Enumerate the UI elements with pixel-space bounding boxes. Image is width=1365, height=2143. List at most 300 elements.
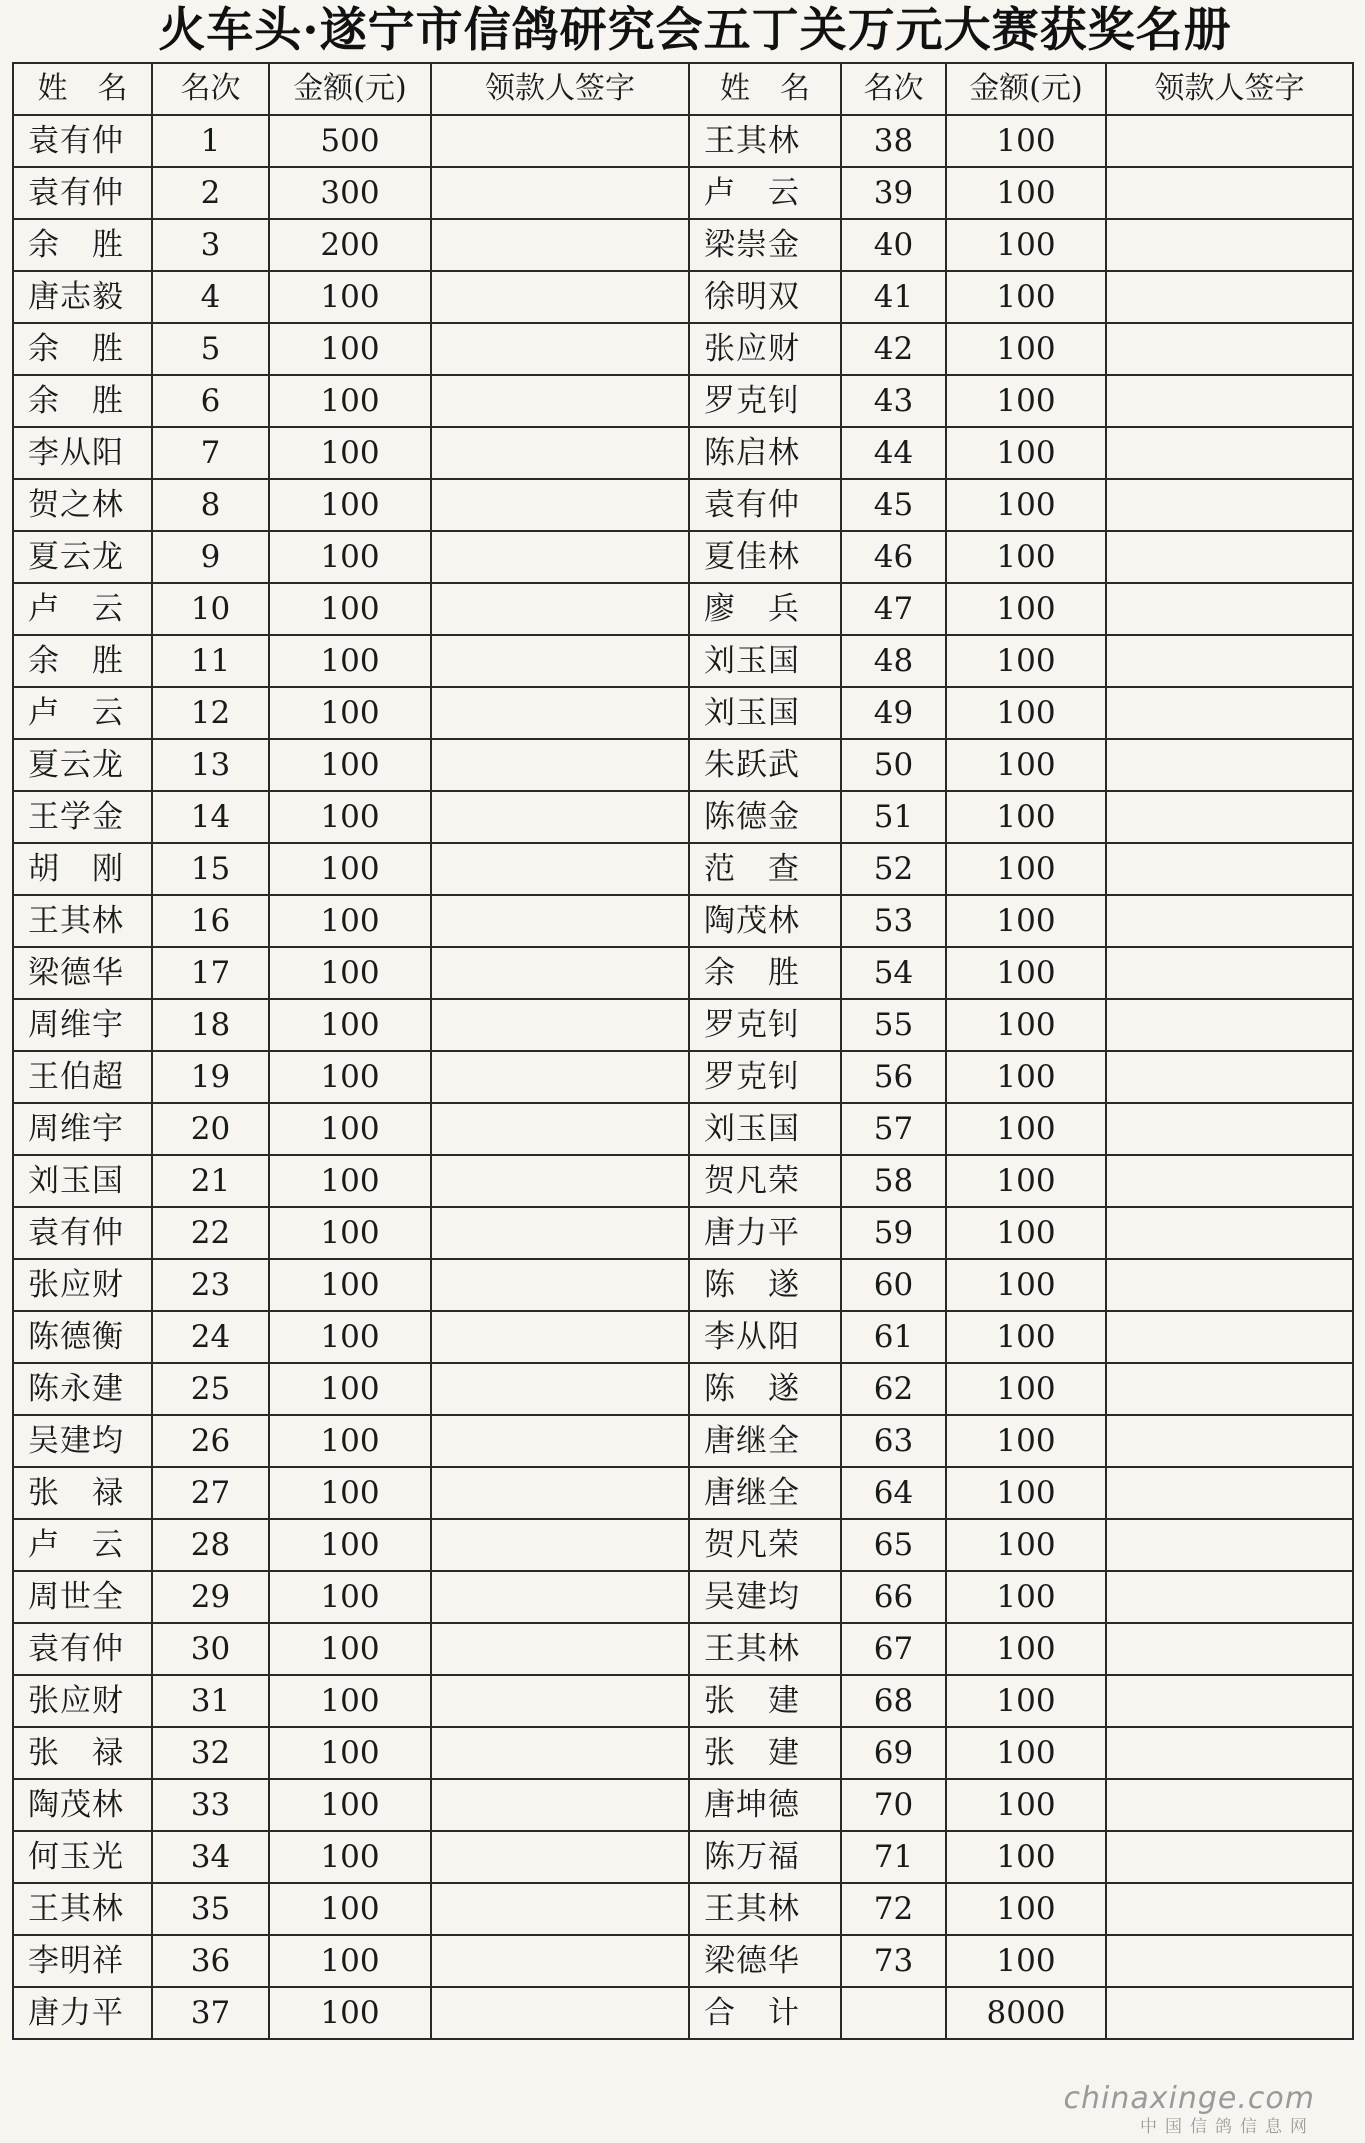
left-name-cell: 陈德衡 <box>13 1311 152 1363</box>
right-name-cell: 王其林 <box>689 1883 841 1935</box>
right-name-cell: 唐继全 <box>689 1467 841 1519</box>
left-rank-cell: 30 <box>152 1623 269 1675</box>
right-amount-cell: 100 <box>946 1831 1106 1883</box>
right-signature-cell <box>1106 1519 1353 1571</box>
right-signature-cell <box>1106 1311 1353 1363</box>
right-name-cell: 廖 兵 <box>689 583 841 635</box>
left-name-cell: 唐志毅 <box>13 271 152 323</box>
left-signature-cell <box>431 1415 689 1467</box>
right-amount-cell: 100 <box>946 323 1106 375</box>
left-signature-cell <box>431 323 689 375</box>
right-signature-cell <box>1106 531 1353 583</box>
left-rank-cell: 8 <box>152 479 269 531</box>
left-rank-cell: 24 <box>152 1311 269 1363</box>
left-amount-cell: 100 <box>269 687 431 739</box>
left-amount-cell: 100 <box>269 323 431 375</box>
left-amount-cell: 100 <box>269 1155 431 1207</box>
right-name-cell: 贺凡荣 <box>689 1519 841 1571</box>
left-signature-cell <box>431 531 689 583</box>
left-signature-cell <box>431 1935 689 1987</box>
header-amount: 金额(元) <box>269 63 431 115</box>
right-signature-cell <box>1106 583 1353 635</box>
right-name-cell: 张 建 <box>689 1675 841 1727</box>
left-amount-cell: 100 <box>269 531 431 583</box>
left-name-cell: 王其林 <box>13 895 152 947</box>
left-rank-cell: 6 <box>152 375 269 427</box>
right-signature-cell <box>1106 1831 1353 1883</box>
table-row <box>13 1259 1353 1311</box>
left-amount-cell: 100 <box>269 375 431 427</box>
right-amount-cell: 8000 <box>946 1987 1106 2039</box>
right-name-cell: 唐坤德 <box>689 1779 841 1831</box>
table-row <box>13 1727 1353 1779</box>
header-name: 姓 名 <box>13 63 152 115</box>
table-row <box>13 1155 1353 1207</box>
table-row <box>13 1883 1353 1935</box>
right-signature-cell <box>1106 1623 1353 1675</box>
left-name-cell: 李明祥 <box>13 1935 152 1987</box>
table-row <box>13 687 1353 739</box>
left-rank-cell: 9 <box>152 531 269 583</box>
left-rank-cell: 33 <box>152 1779 269 1831</box>
right-name-cell: 李从阳 <box>689 1311 841 1363</box>
left-name-cell: 余 胜 <box>13 219 152 271</box>
left-name-cell: 夏云龙 <box>13 739 152 791</box>
left-name-cell: 卢 云 <box>13 1519 152 1571</box>
left-name-cell: 贺之林 <box>13 479 152 531</box>
left-name-cell: 袁有仲 <box>13 1623 152 1675</box>
table-row <box>13 1675 1353 1727</box>
left-rank-cell: 31 <box>152 1675 269 1727</box>
right-signature-cell <box>1106 219 1353 271</box>
left-signature-cell <box>431 167 689 219</box>
left-rank-cell: 28 <box>152 1519 269 1571</box>
right-amount-cell: 100 <box>946 1623 1106 1675</box>
table-row <box>13 947 1353 999</box>
right-amount-cell: 100 <box>946 947 1106 999</box>
left-rank-cell: 12 <box>152 687 269 739</box>
right-rank-cell: 64 <box>841 1467 946 1519</box>
right-name-cell: 卢 云 <box>689 167 841 219</box>
right-amount-cell: 100 <box>946 843 1106 895</box>
right-name-cell: 夏佳林 <box>689 531 841 583</box>
right-signature-cell <box>1106 1155 1353 1207</box>
left-rank-cell: 37 <box>152 1987 269 2039</box>
left-amount-cell: 100 <box>269 1311 431 1363</box>
left-amount-cell: 100 <box>269 947 431 999</box>
left-signature-cell <box>431 1779 689 1831</box>
left-rank-cell: 35 <box>152 1883 269 1935</box>
right-name-cell: 贺凡荣 <box>689 1155 841 1207</box>
right-rank-cell: 54 <box>841 947 946 999</box>
left-rank-cell: 27 <box>152 1467 269 1519</box>
right-amount-cell: 100 <box>946 1259 1106 1311</box>
right-name-cell: 罗克钊 <box>689 999 841 1051</box>
right-amount-cell: 100 <box>946 531 1106 583</box>
table-row <box>13 1415 1353 1467</box>
left-name-cell: 张应财 <box>13 1675 152 1727</box>
left-amount-cell: 100 <box>269 843 431 895</box>
right-amount-cell: 100 <box>946 1103 1106 1155</box>
right-rank-cell: 65 <box>841 1519 946 1571</box>
right-amount-cell: 100 <box>946 1727 1106 1779</box>
left-signature-cell <box>431 1103 689 1155</box>
left-rank-cell: 19 <box>152 1051 269 1103</box>
right-amount-cell: 100 <box>946 115 1106 167</box>
left-name-cell: 周维宇 <box>13 1103 152 1155</box>
left-amount-cell: 100 <box>269 1415 431 1467</box>
left-amount-cell: 100 <box>269 1675 431 1727</box>
document-title: 火车头·遂宁市信鸽研究会五丁关万元大赛获奖名册 <box>158 3 1232 58</box>
left-amount-cell: 100 <box>269 635 431 687</box>
table-row <box>13 271 1353 323</box>
left-rank-cell: 34 <box>152 1831 269 1883</box>
table-row <box>13 375 1353 427</box>
table-row <box>13 219 1353 271</box>
right-signature-cell <box>1106 1051 1353 1103</box>
left-amount-cell: 100 <box>269 1051 431 1103</box>
right-name-cell: 刘玉国 <box>689 1103 841 1155</box>
right-rank-cell: 58 <box>841 1155 946 1207</box>
right-signature-cell <box>1106 791 1353 843</box>
left-rank-cell: 13 <box>152 739 269 791</box>
right-amount-cell: 100 <box>946 1311 1106 1363</box>
table-row <box>13 895 1353 947</box>
left-rank-cell: 14 <box>152 791 269 843</box>
right-amount-cell: 100 <box>946 1571 1106 1623</box>
left-name-cell: 何玉光 <box>13 1831 152 1883</box>
right-name-cell: 梁崇金 <box>689 219 841 271</box>
right-signature-cell <box>1106 1363 1353 1415</box>
left-amount-cell: 500 <box>269 115 431 167</box>
left-name-cell: 袁有仲 <box>13 1207 152 1259</box>
left-amount-cell: 100 <box>269 1727 431 1779</box>
left-rank-cell: 17 <box>152 947 269 999</box>
left-name-cell: 卢 云 <box>13 583 152 635</box>
right-amount-cell: 100 <box>946 375 1106 427</box>
left-name-cell: 陈永建 <box>13 1363 152 1415</box>
right-rank-cell: 41 <box>841 271 946 323</box>
left-rank-cell: 22 <box>152 1207 269 1259</box>
table-row <box>13 1987 1353 2039</box>
watermark-url: chinaxinge.com <box>1063 2081 1315 2116</box>
right-amount-cell: 100 <box>946 167 1106 219</box>
left-signature-cell <box>431 1519 689 1571</box>
table-row <box>13 635 1353 687</box>
right-amount-cell: 100 <box>946 1467 1106 1519</box>
left-name-cell: 卢 云 <box>13 687 152 739</box>
left-signature-cell <box>431 479 689 531</box>
left-amount-cell: 100 <box>269 999 431 1051</box>
header-signature: 领款人签字 <box>431 63 689 115</box>
right-rank-cell: 40 <box>841 219 946 271</box>
right-signature-cell <box>1106 1675 1353 1727</box>
left-signature-cell <box>431 1831 689 1883</box>
right-name-cell: 刘玉国 <box>689 635 841 687</box>
right-rank-cell: 53 <box>841 895 946 947</box>
left-signature-cell <box>431 1259 689 1311</box>
left-amount-cell: 100 <box>269 739 431 791</box>
right-rank-cell: 57 <box>841 1103 946 1155</box>
left-rank-cell: 15 <box>152 843 269 895</box>
right-amount-cell: 100 <box>946 1779 1106 1831</box>
left-signature-cell <box>431 1363 689 1415</box>
left-rank-cell: 29 <box>152 1571 269 1623</box>
left-amount-cell: 100 <box>269 1259 431 1311</box>
left-signature-cell <box>431 791 689 843</box>
left-rank-cell: 7 <box>152 427 269 479</box>
right-rank-cell: 38 <box>841 115 946 167</box>
right-amount-cell: 100 <box>946 271 1106 323</box>
table-row <box>13 1467 1353 1519</box>
right-name-cell: 陈德金 <box>689 791 841 843</box>
right-name-cell: 袁有仲 <box>689 479 841 531</box>
table-row <box>13 115 1353 167</box>
table-row <box>13 1623 1353 1675</box>
left-name-cell: 袁有仲 <box>13 115 152 167</box>
table-row <box>13 427 1353 479</box>
right-rank-cell: 62 <box>841 1363 946 1415</box>
right-signature-cell <box>1106 1467 1353 1519</box>
left-amount-cell: 100 <box>269 1519 431 1571</box>
right-name-cell: 罗克钊 <box>689 1051 841 1103</box>
right-rank-cell: 73 <box>841 1935 946 1987</box>
right-signature-cell <box>1106 115 1353 167</box>
left-signature-cell <box>431 895 689 947</box>
right-rank-cell: 59 <box>841 1207 946 1259</box>
right-signature-cell <box>1106 635 1353 687</box>
right-amount-cell: 100 <box>946 1207 1106 1259</box>
right-amount-cell: 100 <box>946 1675 1106 1727</box>
right-rank-cell: 68 <box>841 1675 946 1727</box>
right-amount-cell: 100 <box>946 791 1106 843</box>
right-signature-cell <box>1106 167 1353 219</box>
left-signature-cell <box>431 1051 689 1103</box>
left-name-cell: 刘玉国 <box>13 1155 152 1207</box>
right-signature-cell <box>1106 895 1353 947</box>
table-row <box>13 1571 1353 1623</box>
left-signature-cell <box>431 115 689 167</box>
right-rank-cell: 44 <box>841 427 946 479</box>
header-rank: 名次 <box>841 63 946 115</box>
table-row <box>13 1311 1353 1363</box>
right-rank-cell: 43 <box>841 375 946 427</box>
left-rank-cell: 32 <box>152 1727 269 1779</box>
left-rank-cell: 4 <box>152 271 269 323</box>
table-row <box>13 531 1353 583</box>
right-name-cell: 陈万福 <box>689 1831 841 1883</box>
left-signature-cell <box>431 1311 689 1363</box>
right-rank-cell: 48 <box>841 635 946 687</box>
left-name-cell: 周维宇 <box>13 999 152 1051</box>
left-name-cell: 唐力平 <box>13 1987 152 2039</box>
right-signature-cell <box>1106 1259 1353 1311</box>
right-name-cell: 陶茂林 <box>689 895 841 947</box>
left-signature-cell <box>431 947 689 999</box>
left-amount-cell: 300 <box>269 167 431 219</box>
right-name-cell: 唐继全 <box>689 1415 841 1467</box>
table-row <box>13 843 1353 895</box>
table-row <box>13 1363 1353 1415</box>
table-row <box>13 1935 1353 1987</box>
left-name-cell: 张 禄 <box>13 1467 152 1519</box>
right-signature-cell <box>1106 479 1353 531</box>
right-amount-cell: 100 <box>946 999 1106 1051</box>
left-signature-cell <box>431 1883 689 1935</box>
right-signature-cell <box>1106 1935 1353 1987</box>
left-amount-cell: 100 <box>269 1883 431 1935</box>
left-amount-cell: 100 <box>269 791 431 843</box>
left-name-cell: 梁德华 <box>13 947 152 999</box>
right-signature-cell <box>1106 1987 1353 2039</box>
right-rank-cell: 60 <box>841 1259 946 1311</box>
left-rank-cell: 36 <box>152 1935 269 1987</box>
header-signature: 领款人签字 <box>1106 63 1353 115</box>
left-amount-cell: 100 <box>269 271 431 323</box>
left-name-cell: 吴建均 <box>13 1415 152 1467</box>
left-name-cell: 王学金 <box>13 791 152 843</box>
left-rank-cell: 26 <box>152 1415 269 1467</box>
prize-roster-table <box>12 62 1354 2040</box>
right-amount-cell: 100 <box>946 1415 1106 1467</box>
right-amount-cell: 100 <box>946 219 1106 271</box>
right-signature-cell <box>1106 1207 1353 1259</box>
left-amount-cell: 100 <box>269 1623 431 1675</box>
right-name-cell: 罗克钊 <box>689 375 841 427</box>
right-rank-cell: 55 <box>841 999 946 1051</box>
table-row <box>13 1519 1353 1571</box>
right-amount-cell: 100 <box>946 895 1106 947</box>
right-rank-cell: 46 <box>841 531 946 583</box>
left-name-cell: 余 胜 <box>13 635 152 687</box>
right-rank-cell: 51 <box>841 791 946 843</box>
table-row <box>13 1103 1353 1155</box>
left-rank-cell: 3 <box>152 219 269 271</box>
right-signature-cell <box>1106 1883 1353 1935</box>
left-signature-cell <box>431 583 689 635</box>
table-row <box>13 1831 1353 1883</box>
right-signature-cell <box>1106 739 1353 791</box>
left-signature-cell <box>431 687 689 739</box>
right-signature-cell <box>1106 1103 1353 1155</box>
right-signature-cell <box>1106 843 1353 895</box>
roster-body <box>13 115 1353 2039</box>
left-rank-cell: 16 <box>152 895 269 947</box>
right-rank-cell: 56 <box>841 1051 946 1103</box>
right-name-cell: 陈启林 <box>689 427 841 479</box>
table-row <box>13 791 1353 843</box>
left-rank-cell: 23 <box>152 1259 269 1311</box>
right-name-cell: 梁德华 <box>689 1935 841 1987</box>
left-name-cell: 陶茂林 <box>13 1779 152 1831</box>
right-amount-cell: 100 <box>946 1935 1106 1987</box>
table-row <box>13 1779 1353 1831</box>
right-signature-cell <box>1106 375 1353 427</box>
left-signature-cell <box>431 427 689 479</box>
left-amount-cell: 100 <box>269 479 431 531</box>
right-name-cell: 王其林 <box>689 1623 841 1675</box>
table-row <box>13 479 1353 531</box>
left-amount-cell: 100 <box>269 1207 431 1259</box>
left-signature-cell <box>431 999 689 1051</box>
right-rank-cell: 52 <box>841 843 946 895</box>
left-signature-cell <box>431 271 689 323</box>
right-rank-cell: 63 <box>841 1415 946 1467</box>
header-rank: 名次 <box>152 63 269 115</box>
right-amount-cell: 100 <box>946 1363 1106 1415</box>
right-amount-cell: 100 <box>946 739 1106 791</box>
right-signature-cell <box>1106 1727 1353 1779</box>
right-name-cell: 朱跃武 <box>689 739 841 791</box>
left-signature-cell <box>431 1987 689 2039</box>
right-name-cell: 唐力平 <box>689 1207 841 1259</box>
left-name-cell: 周世全 <box>13 1571 152 1623</box>
right-name-cell: 徐明双 <box>689 271 841 323</box>
right-signature-cell <box>1106 1779 1353 1831</box>
table-row <box>13 999 1353 1051</box>
left-rank-cell: 2 <box>152 167 269 219</box>
left-amount-cell: 100 <box>269 895 431 947</box>
left-signature-cell <box>431 1675 689 1727</box>
left-name-cell: 张应财 <box>13 1259 152 1311</box>
left-signature-cell <box>431 375 689 427</box>
left-amount-cell: 100 <box>269 1779 431 1831</box>
left-name-cell: 胡 刚 <box>13 843 152 895</box>
left-name-cell: 王伯超 <box>13 1051 152 1103</box>
right-signature-cell <box>1106 999 1353 1051</box>
right-signature-cell <box>1106 323 1353 375</box>
left-amount-cell: 200 <box>269 219 431 271</box>
watermark-site-name: 中国信鸽信息网 <box>1140 2117 1315 2137</box>
right-rank-cell <box>841 1987 946 2039</box>
right-rank-cell: 66 <box>841 1571 946 1623</box>
header-amount: 金额(元) <box>946 63 1106 115</box>
left-name-cell: 余 胜 <box>13 375 152 427</box>
right-name-cell: 余 胜 <box>689 947 841 999</box>
left-signature-cell <box>431 1155 689 1207</box>
left-rank-cell: 10 <box>152 583 269 635</box>
left-amount-cell: 100 <box>269 427 431 479</box>
right-rank-cell: 42 <box>841 323 946 375</box>
right-amount-cell: 100 <box>946 583 1106 635</box>
right-amount-cell: 100 <box>946 479 1106 531</box>
left-amount-cell: 100 <box>269 1103 431 1155</box>
table-row <box>13 167 1353 219</box>
table-row <box>13 1051 1353 1103</box>
left-signature-cell <box>431 843 689 895</box>
right-name-cell: 陈 遂 <box>689 1259 841 1311</box>
left-rank-cell: 1 <box>152 115 269 167</box>
left-signature-cell <box>431 219 689 271</box>
left-amount-cell: 100 <box>269 1935 431 1987</box>
table-row <box>13 583 1353 635</box>
left-name-cell: 张 禄 <box>13 1727 152 1779</box>
left-signature-cell <box>431 635 689 687</box>
left-amount-cell: 100 <box>269 1467 431 1519</box>
right-rank-cell: 47 <box>841 583 946 635</box>
right-rank-cell: 67 <box>841 1623 946 1675</box>
left-signature-cell <box>431 1467 689 1519</box>
table-row <box>13 323 1353 375</box>
left-signature-cell <box>431 1571 689 1623</box>
left-signature-cell <box>431 1207 689 1259</box>
left-amount-cell: 100 <box>269 1571 431 1623</box>
right-amount-cell: 100 <box>946 1155 1106 1207</box>
header-name: 姓 名 <box>689 63 841 115</box>
right-name-cell: 范 查 <box>689 843 841 895</box>
left-signature-cell <box>431 739 689 791</box>
left-name-cell: 李从阳 <box>13 427 152 479</box>
